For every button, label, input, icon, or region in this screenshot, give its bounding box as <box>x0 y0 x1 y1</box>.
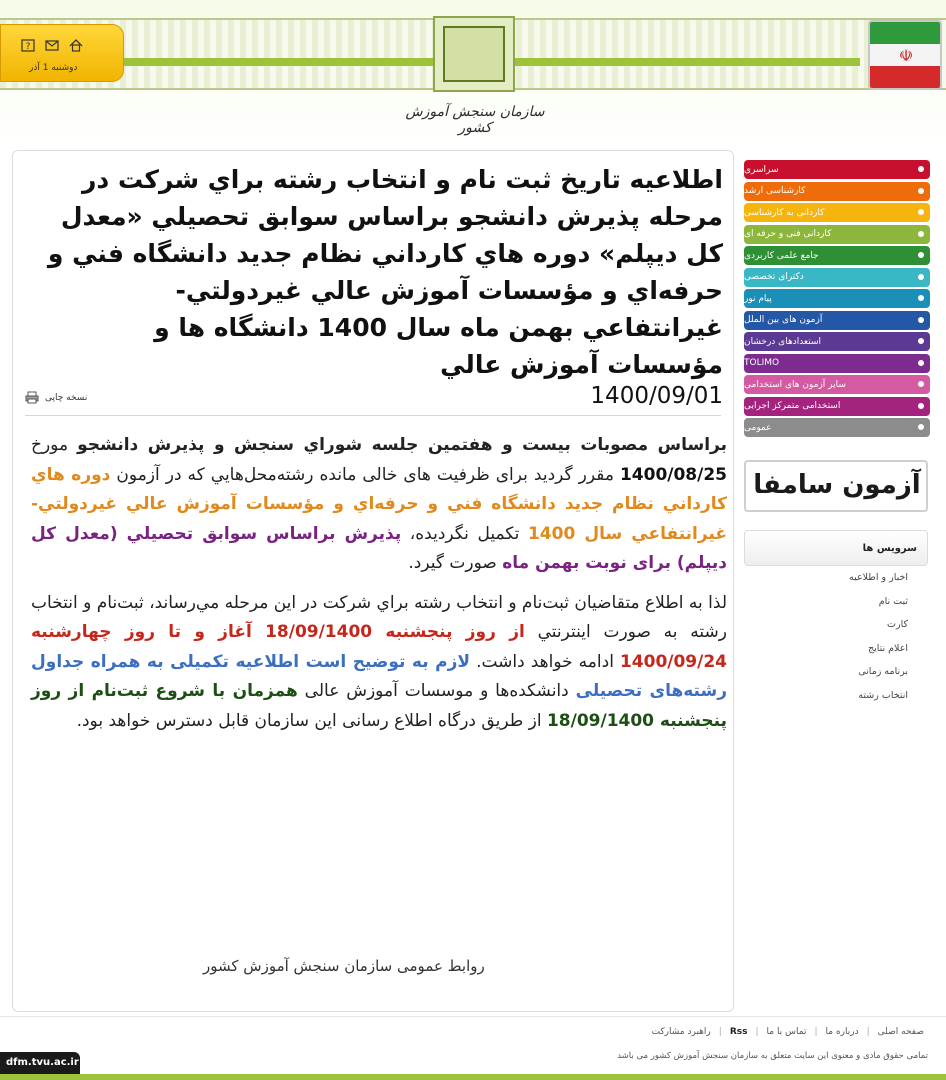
separator: | <box>866 1027 870 1037</box>
menu-item[interactable] <box>744 160 930 179</box>
bullet-icon <box>918 317 924 323</box>
samfa-banner[interactable] <box>744 460 928 512</box>
org-name: سازمان سنجش آموزش کشور <box>405 104 545 136</box>
help-icon[interactable] <box>21 39 35 52</box>
menu-item[interactable] <box>744 289 930 308</box>
article-date: 1400/09/01 <box>590 383 723 409</box>
p2-colleges: دانشکده‌ها و موسسات آموزش عالی <box>297 681 576 701</box>
article-panel <box>12 150 734 1012</box>
site-footer <box>0 1016 946 1080</box>
iran-flag-icon: ☫ <box>868 20 942 90</box>
menu-item-label: کاردانی به کارشناسی <box>744 207 825 218</box>
print-button[interactable] <box>25 391 87 404</box>
site-badge: dfm.tvu.ac.ir <box>0 1052 80 1074</box>
footer-copyright: تمامی حقوق مادی و معنوی این سایت متعلق به سازمان سنجش آموزش کشور می باشد <box>617 1051 928 1061</box>
top-toolbar <box>0 24 124 82</box>
service-link[interactable]: کارت <box>887 619 908 630</box>
samfa-logo-text: آزمون سامفا <box>753 470 921 500</box>
menu-item[interactable] <box>744 246 930 265</box>
current-date: دوشنبه 1 آذر <box>29 63 78 73</box>
menu-item-label: پیام نور <box>744 293 772 304</box>
menu-item[interactable] <box>744 375 930 394</box>
p1-admission: پذيرش براساس سوابق تحصيلي (معدل كل ديپلم) براى نوبت بهمن ماه <box>31 523 727 573</box>
menu-item-label: سایر آزمون های استخدامی <box>744 379 846 390</box>
footer-link[interactable]: Rss <box>729 1027 748 1037</box>
service-link[interactable]: اخبار و اطلاعیه <box>849 572 908 583</box>
bullet-icon <box>918 295 924 301</box>
mail-icon[interactable] <box>45 39 59 52</box>
signature: روابط عمومی سازمان سنجش آموزش کشور <box>203 957 485 975</box>
bullet-icon <box>918 360 924 366</box>
p1-dated: مورخ <box>31 435 69 455</box>
menu-item-label: کاردانی فنی و حرفه ای <box>744 229 832 239</box>
home-icon[interactable] <box>69 39 83 52</box>
bullet-icon <box>918 424 924 430</box>
site-header <box>0 0 946 148</box>
printer-icon <box>25 391 39 404</box>
p2-simultaneous: همزمان با شروع ثبت‌نام از روز پنجشنبه 18/09/1400 <box>31 681 727 731</box>
p1-exam-name: دوره هاي كارداني نظام جديد دانشگاه فني و حرفه‌اي و مؤسسات آموزش عالي غيردولتي- غيرانتفاعي سال 1400 <box>31 464 727 544</box>
service-link[interactable]: انتخاب رشته <box>858 689 908 701</box>
article-title: اطلاعيه تاريخ ثبت نام و انتخاب رشته براي شركت در مرحله پذيرش دانشجو براساس سوابق تحصيلي «معدل كل ديپلم» دوره هاي كارداني نظام جديد دانشگاه فني و حرفه‌اي و مؤسسات آموزش عالي غيردولتي- غيرانتفاعي بهمن ماه سال 1400 دانشگاه ها و مؤسسات آموزش عالي <box>47 165 723 379</box>
exam-menu <box>744 160 930 440</box>
menu-item[interactable] <box>744 268 930 287</box>
p1-date: 1400/08/25 <box>619 464 727 485</box>
bullet-icon <box>918 188 924 194</box>
article-body <box>31 431 727 736</box>
services-list <box>744 572 918 713</box>
menu-item[interactable] <box>744 332 930 351</box>
menu-item[interactable] <box>744 354 930 373</box>
menu-item-label: کارشناسی ارشد <box>744 186 806 196</box>
p2-notice: لازم به توضیح است اطلاعیه تکمیلی به همراه جداول رشته‌های تحصیلی <box>31 651 728 701</box>
separator: | <box>718 1027 722 1037</box>
p2-end: از طریق درگاه اطلاع رسانی این سازمان قابل دسترس خواهد بود. <box>76 710 547 731</box>
service-link[interactable]: برنامه زمانی <box>858 666 908 677</box>
separator: | <box>755 1027 759 1037</box>
services-title: سرویس ها <box>744 530 928 566</box>
paragraph-1 <box>31 431 727 579</box>
p2-intro: لذا به اطلاع متقاضيان ثبت‌نام و انتخاب رشته براي شركت در اين مرحله مي‌رساند، ثبت‌نام و انتخاب رشته به صورت اينترنتي <box>30 592 728 642</box>
bullet-icon <box>918 381 924 387</box>
menu-item-label: عمومی <box>744 422 772 433</box>
menu-item-label: استخدامی متمرکز اجرایی <box>744 401 841 411</box>
menu-item-label: استعدادهای درخشان <box>744 336 822 347</box>
p1-text: مقرر گرديد براى ظرفيت هاى خالى مانده رشته‌محل‌هايي كه در آزمون <box>110 464 620 485</box>
paragraph-2 <box>31 589 727 737</box>
service-link[interactable]: ثبت نام <box>878 595 908 607</box>
menu-item[interactable] <box>744 311 930 330</box>
bullet-icon <box>918 403 924 409</box>
p1-end: صورت گيرد. <box>408 553 503 573</box>
bullet-icon <box>918 231 924 237</box>
footer-link[interactable]: تماس با ما <box>766 1027 807 1037</box>
menu-item[interactable] <box>744 182 930 201</box>
service-link[interactable]: اعلام نتایج <box>867 642 908 654</box>
bullet-icon <box>918 274 924 280</box>
menu-item[interactable] <box>744 418 930 437</box>
p2-continue: ادامه خواهد داشت. <box>476 651 620 672</box>
title-divider <box>25 415 721 416</box>
bullet-icon <box>918 209 924 215</box>
print-label: نسخه چاپی <box>45 392 88 403</box>
menu-item[interactable] <box>744 225 930 244</box>
menu-item[interactable] <box>744 203 930 222</box>
bullet-icon <box>918 252 924 258</box>
footer-link[interactable]: درباره ما <box>825 1027 859 1037</box>
footer-link[interactable]: راهبرد مشارکت <box>651 1027 711 1037</box>
p2-dates: از روز پنجشنبه 18/09/1400 آغاز و تا روز چهارشنبه 1400/09/24 <box>31 622 727 672</box>
menu-item-label: سراسری <box>744 164 779 175</box>
svg-text:?: ? <box>25 42 31 52</box>
menu-item-label: TOLIMO <box>744 358 780 368</box>
menu-item-label: جامع علمی کاربردی <box>744 250 819 261</box>
menu-item-label: دکترای تخصصی <box>744 272 804 282</box>
separator: | <box>814 1027 818 1037</box>
p1-intro: براساس مصوبات بيست و هفتمين جلسه شوراي سنجش و پذيرش دانشجو <box>77 435 727 455</box>
footer-green-bar <box>0 1074 946 1080</box>
logo-emblem <box>443 26 505 82</box>
org-logo[interactable] <box>433 16 515 92</box>
menu-item[interactable] <box>744 397 930 416</box>
bullet-icon <box>918 166 924 172</box>
menu-item-label: آزمون های بین الملل <box>744 315 823 325</box>
footer-links <box>652 1027 924 1037</box>
footer-link[interactable]: صفحه اصلی <box>877 1027 924 1037</box>
bullet-icon <box>918 338 924 344</box>
p1-text-2: تکمیل نگرديده، <box>401 523 528 544</box>
